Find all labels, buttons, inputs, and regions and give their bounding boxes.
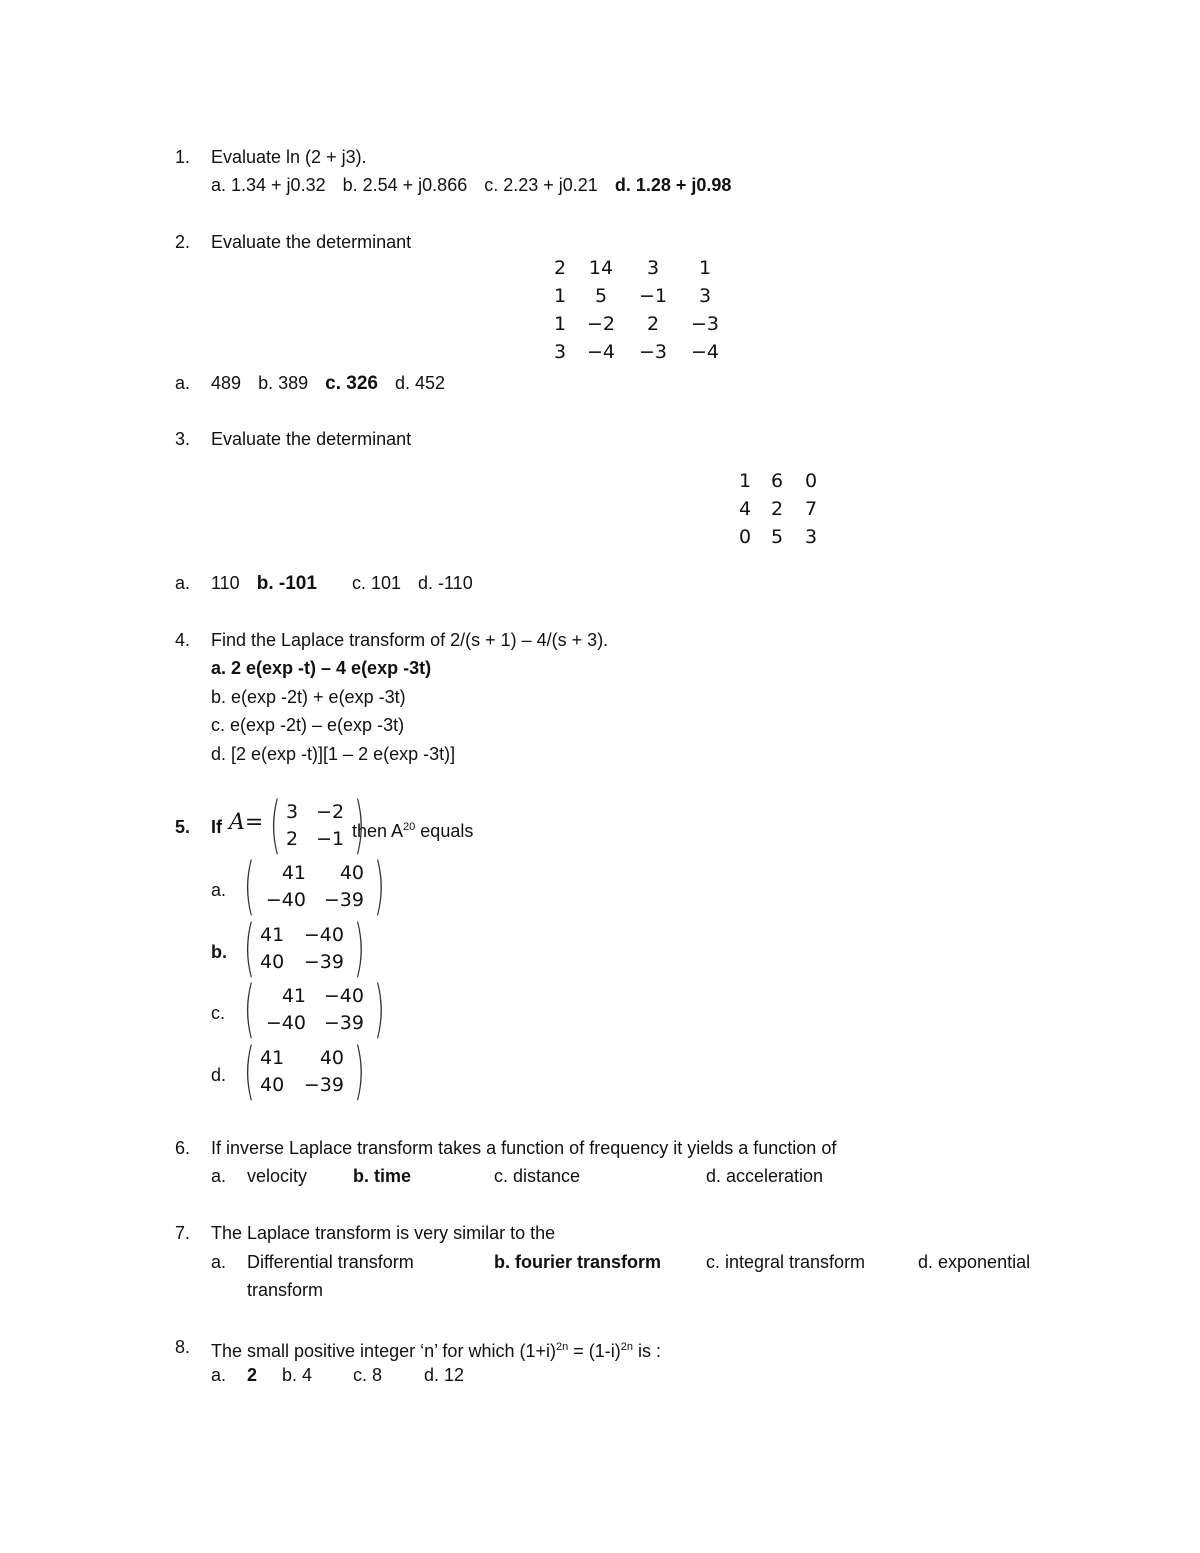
- q5-option-b-matrix: [240, 911, 365, 984]
- q5-option-row: [254, 948, 350, 975]
- q1-option-c: c. 2.23 + j0.21: [484, 175, 598, 195]
- q6-option-a-label: a.: [211, 1166, 227, 1186]
- q5-matrix-a-table: [280, 798, 350, 852]
- right-paren-icon: ): [373, 849, 385, 922]
- q3-text: Evaluate the determinant: [211, 429, 412, 449]
- q5-option-row: [254, 1044, 350, 1071]
- q6-text: If inverse Laplace transform takes a function of frequency it yields a function of: [211, 1138, 837, 1158]
- q8-sup-2: 2n: [620, 1341, 633, 1353]
- q2-cell: −4: [586, 341, 615, 363]
- right-paren-icon: ): [353, 1034, 365, 1107]
- q2-cell: 1: [553, 285, 567, 307]
- q7-option-a: Differential transform: [247, 1252, 414, 1272]
- q2-row: [545, 310, 731, 338]
- q8-text-pre: The small positive integer ‘n’ for which (1+i): [211, 1341, 556, 1361]
- q5-matrix-a: [266, 788, 365, 861]
- q5-matrix-cell: 2: [286, 827, 299, 850]
- q5-option-cell: −39: [303, 1073, 344, 1096]
- q2-cell: −1: [638, 285, 667, 307]
- q5-option-cell: 40: [260, 950, 285, 973]
- q7-number: 7.: [175, 1223, 191, 1243]
- q3-cell: 1: [738, 470, 752, 492]
- left-paren-icon: (: [243, 972, 255, 1045]
- q2-option-d: d. 452: [394, 373, 446, 393]
- q5-option-row: [254, 921, 350, 948]
- q4-option-c: c. e(exp -2t) – e(exp -3t): [211, 715, 405, 735]
- q2-cell: 3: [646, 257, 660, 279]
- q5-option-cell: −40: [323, 984, 364, 1007]
- q3-cell: 5: [770, 526, 784, 548]
- q5-option-cell: −40: [265, 1011, 306, 1034]
- q8-number: 8.: [175, 1337, 191, 1357]
- q7-option-a-label: a.: [211, 1252, 227, 1272]
- q3-row: [730, 467, 828, 495]
- q3-cell: 3: [804, 526, 818, 548]
- q1-option-a: a. 1.34 + j0.32: [211, 175, 326, 195]
- q4-option-d: d. [2 e(exp -t)][1 – 2 e(exp -3t)]: [211, 744, 456, 764]
- q2-option-b: b. 389: [258, 373, 309, 393]
- q8-option-b: b. 4: [282, 1365, 313, 1385]
- q7-text: The Laplace transform is very similar to the: [211, 1223, 556, 1243]
- q5-option-c-matrix: [240, 972, 385, 1045]
- q8-text-mid: = (1-i): [568, 1341, 621, 1361]
- q2-options: [211, 372, 445, 395]
- q2-cell: 1: [553, 313, 567, 335]
- q7-answer: b. fourier transform: [494, 1252, 662, 1272]
- q5-option-d-matrix: [240, 1034, 365, 1107]
- q2-option-a-label: a.: [175, 373, 191, 393]
- q5-option-cell: −39: [323, 888, 364, 911]
- q5-option-row: [254, 859, 370, 886]
- q5-then-text: then A: [352, 821, 404, 841]
- q3-options: [211, 572, 473, 595]
- q5-then: [352, 816, 473, 842]
- q5-option-cell: −39: [303, 950, 344, 973]
- q3-cell: 4: [738, 498, 752, 520]
- q2-row: [545, 282, 731, 310]
- q5-var: A=: [229, 810, 264, 835]
- q5-equals: equals: [415, 821, 474, 841]
- right-paren-icon: ): [353, 788, 365, 861]
- q3-determinant: [730, 467, 828, 551]
- q5-number: 5.: [175, 817, 191, 837]
- q5-matrix-cell: −1: [316, 827, 345, 850]
- q2-row: [545, 338, 731, 366]
- q8-option-c: c. 8: [353, 1365, 383, 1385]
- q5-matrix-row: [280, 825, 350, 852]
- q5-option-cell: 40: [319, 1046, 344, 1069]
- q4-text: Find the Laplace transform of 2/(s + 1) – 4/(s + 3).: [211, 630, 609, 650]
- q5-option-a-table: [254, 859, 370, 913]
- q2-cell: 3: [553, 341, 567, 363]
- q4-number: 4.: [175, 630, 191, 650]
- q2-option-a: 489: [211, 373, 242, 393]
- q3-row: [730, 495, 828, 523]
- q1-number: 1.: [175, 147, 191, 167]
- left-paren-icon: (: [243, 1034, 255, 1107]
- q5-option-d-label: d.: [211, 1065, 227, 1085]
- q5-option-a-label: a.: [211, 880, 227, 900]
- q1-options: [211, 174, 731, 196]
- q4-answer: a. 2 e(exp -t) – 4 e(exp -3t): [211, 658, 432, 678]
- q5-option-c-label: c.: [211, 1003, 226, 1023]
- q8-text: [211, 1336, 661, 1362]
- q2-cell: 1: [698, 257, 712, 279]
- q5-option-row: [254, 982, 370, 1009]
- q2-cell: 2: [553, 257, 567, 279]
- left-paren-icon: (: [243, 849, 255, 922]
- q3-option-d: d. -110: [418, 573, 473, 593]
- q8-answer: 2: [247, 1365, 258, 1385]
- q6-option-c: c. distance: [494, 1166, 581, 1186]
- q5-matrix-cell: −2: [316, 800, 345, 823]
- q5-option-a-matrix: [240, 849, 385, 922]
- q6-option-a: velocity: [247, 1166, 308, 1186]
- q5-option-c-table: [254, 982, 370, 1036]
- q3-cell: 7: [804, 498, 818, 520]
- q8-sup-1: 2n: [555, 1341, 569, 1353]
- q3-cell: 6: [770, 470, 784, 492]
- q3-cell: 0: [738, 526, 752, 548]
- q8-text-post: is :: [633, 1341, 662, 1361]
- q3-option-c: c. 101: [351, 573, 401, 593]
- q3-option-a-label: a.: [175, 573, 191, 593]
- q1-answer: d. 1.28 + j0.98: [614, 175, 732, 195]
- q2-cell: −3: [690, 313, 719, 335]
- q2-determinant: [545, 254, 731, 366]
- q5-option-d-table: [254, 1044, 350, 1098]
- q3-option-a: 110: [211, 573, 240, 593]
- right-paren-icon: ): [373, 972, 385, 1045]
- q5-option-row: [254, 1071, 350, 1098]
- q2-cell: 3: [698, 285, 712, 307]
- q2-cell: 14: [588, 257, 614, 279]
- q2-number: 2.: [175, 232, 191, 252]
- q1-text: Evaluate ln (2 + j3).: [211, 147, 367, 167]
- q5-if: If: [211, 817, 222, 837]
- q8-option-a-label: a.: [211, 1365, 227, 1385]
- q6-number: 6.: [175, 1138, 191, 1158]
- q5-matrix-row: [280, 798, 350, 825]
- q5-power: 20: [403, 821, 416, 833]
- q2-cell: 2: [646, 313, 660, 335]
- q3-cell: 0: [804, 470, 818, 492]
- q5-option-row: [254, 1009, 370, 1036]
- left-paren-icon: (: [243, 911, 255, 984]
- q2-cell: −3: [638, 341, 667, 363]
- q5-option-row: [254, 886, 370, 913]
- q5-option-cell: 41: [260, 923, 285, 946]
- q5-option-cell: −40: [303, 923, 344, 946]
- q5-option-cell: 40: [260, 1073, 285, 1096]
- q2-cell: −2: [586, 313, 615, 335]
- q4-option-b: b. e(exp -2t) + e(exp -3t): [211, 687, 406, 707]
- q5-option-cell: −40: [265, 888, 306, 911]
- q3-answer: b. -101: [256, 573, 317, 594]
- q1-option-b: b. 2.54 + j0.866: [342, 175, 468, 195]
- q5-option-cell: 41: [281, 861, 306, 884]
- q2-cell: 5: [594, 285, 608, 307]
- q5-option-cell: −39: [323, 1011, 364, 1034]
- q7-option-c: c. integral transform: [706, 1252, 866, 1272]
- q7-option-d-continued: transform: [247, 1280, 324, 1300]
- q3-cell: 2: [770, 498, 784, 520]
- q5-option-cell: 40: [339, 861, 364, 884]
- q8-option-d: d. 12: [424, 1365, 465, 1385]
- q2-cell: −4: [690, 341, 719, 363]
- q6-answer: b. time: [353, 1166, 412, 1186]
- q3-row: [730, 523, 828, 551]
- q2-text: Evaluate the determinant: [211, 232, 412, 252]
- q5-option-b-table: [254, 921, 350, 975]
- q5-option-b-label: b.: [211, 942, 227, 962]
- q5-matrix-cell: 3: [286, 800, 299, 823]
- right-paren-icon: ): [353, 911, 365, 984]
- left-paren-icon: (: [269, 788, 281, 861]
- q5-option-cell: 41: [281, 984, 306, 1007]
- q7-option-d: d. exponential: [918, 1252, 1031, 1272]
- q5-option-cell: 41: [260, 1046, 285, 1069]
- q3-number: 3.: [175, 429, 191, 449]
- q6-option-d: d. acceleration: [706, 1166, 824, 1186]
- q2-row: [545, 254, 731, 282]
- q2-answer: c. 326: [325, 373, 378, 394]
